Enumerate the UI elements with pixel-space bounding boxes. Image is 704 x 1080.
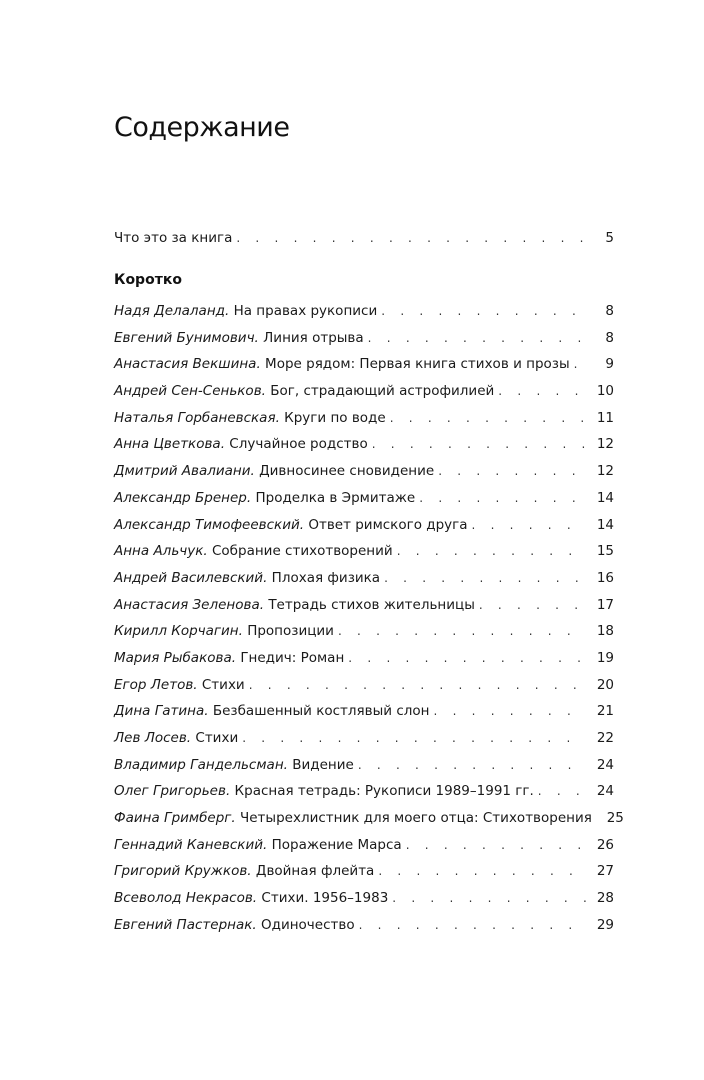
entry-author: Фаина Гримберг. [114,810,236,827]
entry-title [114,301,377,321]
entry-title [114,621,334,641]
page-number: 11 [596,409,614,426]
dot-leader [574,354,586,374]
entry-title [114,888,388,908]
dot-leader [479,595,586,615]
entry-work: Проделка в Эрмитаже [255,489,416,506]
dot-leader [378,861,586,881]
toc-entry[interactable] [114,648,614,675]
entry-author: Дмитрий Авалиани. [114,463,255,480]
toc-entry[interactable] [114,808,624,835]
entry-author: Евгений Бунимович. [114,329,259,346]
entry-work: Стихи [201,676,245,693]
toc-entry[interactable] [114,515,614,542]
entry-author: Анна Альчук. [114,543,208,560]
dot-leader [498,381,586,401]
page-number: 21 [596,703,614,720]
page-number: 12 [596,463,614,480]
page-number: 15 [596,543,614,560]
entry-author: Анастасия Зеленова. [114,596,265,613]
page-number: 14 [596,489,614,506]
page-number: 12 [596,436,614,453]
toc-entry[interactable] [114,595,614,622]
entry-title [114,701,430,721]
entry-author: Александр Тимофеевский. [114,516,305,533]
entry-author: Андрей Сен-Сеньков. [114,383,266,400]
entry-author: Мария Рыбакова. [114,649,237,666]
entry-title [114,781,534,801]
page-number: 26 [596,836,614,853]
entry-work: Море рядом: Первая книга стихов и прозы [265,356,570,373]
toc-entry[interactable] [114,675,614,702]
toc-entry[interactable] [114,781,614,808]
entry-author: Кирилл Корчагин. [114,623,243,640]
entry-author: Александр Бренер. [114,489,252,506]
page-number: 8 [605,303,614,319]
entry-work: Ответ римского друга [308,516,468,533]
entry-title [114,835,402,855]
entry-work: Поражение Марса [271,836,402,853]
dot-leader [472,515,586,535]
entry-author: Григорий Кружков. [114,863,252,880]
dot-leader [359,915,586,935]
dot-leader [242,728,586,748]
entry-title [114,915,355,935]
entry-work: Линия отрыва [263,329,364,346]
entry-author: Лев Лосев. [114,730,192,746]
entry-author: Всеволод Некрасов. [114,890,258,907]
entry-work: Четырехлистник для моего отца: Стихотворения [240,810,592,827]
entry-author: Надя Делаланд. [114,303,230,319]
entry-work: Бог, страдающий астрофилией [270,383,495,400]
page-number: 25 [606,810,624,827]
entry-author: Анастасия Векшина. [114,356,261,373]
dot-leader [372,434,586,454]
entry-title [114,648,344,668]
entry-title [114,808,592,828]
dot-leader [368,328,586,348]
toc-entry[interactable] [114,354,614,381]
page-number: 24 [596,783,614,800]
page-number: 16 [596,569,614,586]
entry-title [114,541,393,561]
toc-page [114,0,624,1080]
entry-title [114,515,468,535]
entry-title [114,434,368,454]
page-number: 14 [596,516,614,533]
page-number: 9 [605,356,614,373]
page-number: 29 [596,916,614,933]
toc-entry[interactable] [114,728,614,755]
dot-leader [249,675,586,695]
entry-title [114,461,434,481]
dot-leader [392,888,586,908]
entry-author: Олег Григорьев. [114,783,231,800]
dot-leader [419,488,586,508]
entry-work: Одиночество [260,916,355,933]
entry-work: Безбашенный костлявый слон [212,703,430,720]
dot-leader [397,541,586,561]
dot-leader [438,461,586,481]
entry-work: Красная тетрадь: Рукописи 1989–1991 гг. [234,783,534,800]
entry-title [114,488,415,508]
dot-leader [338,621,586,641]
entry-author: Владимир Гандельсман. [114,756,288,773]
entry-title [114,755,354,775]
page-number: 19 [596,649,614,666]
toc-entry[interactable] [114,328,614,355]
page-number: 18 [596,623,614,640]
entry-title [114,328,364,348]
dot-leader [434,701,587,721]
dot-leader [390,408,586,428]
entry-work: Тетрадь стихов жительницы [268,596,475,613]
entry-work: Круги по воде [284,409,386,426]
toc-entry[interactable] [114,861,614,888]
entry-work: Плохая физика [271,569,381,586]
dot-leader [348,648,586,668]
toc-entry[interactable] [114,461,614,488]
toc-entry-intro[interactable] [114,228,614,255]
entry-work: Двойная флейта [255,863,375,880]
entry-title [114,861,374,881]
entry-work: Дивносинее сновидение [259,463,435,480]
toc-entry[interactable] [114,301,614,328]
toc-entry[interactable] [114,621,614,648]
dot-leader [236,228,586,248]
entry-author: Геннадий Каневский. [114,836,268,853]
entry-work: Видение [292,756,354,773]
entry-work: Пропозиции [247,623,334,640]
entry-work: Гнедич: Роман [240,649,345,666]
entry-author: Анна Цветкова. [114,436,225,453]
page-number: 17 [596,596,614,613]
entry-author: Дина Гатина. [114,703,209,720]
entry-title [114,595,475,615]
entry-author: Евгений Пастернак. [114,916,257,933]
entry-work: На правах рукописи [233,303,378,319]
entry-title [114,381,494,401]
toc-entry[interactable] [114,888,614,915]
toc-entry[interactable] [114,915,614,942]
toc-entry[interactable] [114,701,614,728]
entry-work: Собрание стихотворений [211,543,393,560]
toc-entry[interactable] [114,434,614,461]
entry-title [114,728,238,748]
entry-work: Стихи. 1956–1983 [261,890,389,907]
entry-title [114,675,245,695]
page-number: 28 [596,890,614,907]
page-number: 22 [596,730,614,746]
dot-leader [406,835,586,855]
toc-list [114,301,624,942]
toc-entry[interactable] [114,408,614,435]
entry-title [114,408,386,428]
entry-work: Случайное родство [229,436,368,453]
toc-entry[interactable] [114,381,614,408]
dot-leader [384,568,586,588]
toc-entry[interactable] [114,755,614,782]
dot-leader [358,755,586,775]
entry-author: Наталья Горбаневская. [114,409,280,426]
page-number: 10 [596,383,614,400]
page-number: 27 [596,863,614,880]
entry-author: Егор Летов. [114,676,198,693]
toc-entry[interactable] [114,541,614,568]
dot-leader [538,781,586,801]
entry-author: Андрей Василевский. [114,569,268,586]
toc-entry[interactable] [114,488,614,515]
entry-work: Стихи [195,730,239,746]
page-number: 5 [605,230,614,246]
dot-leader [381,301,586,321]
section-title: Коротко [114,272,182,288]
entry-title [114,568,380,588]
toc-entry[interactable] [114,835,614,862]
page-title: Содержание [114,112,290,143]
page-number: 20 [596,676,614,693]
toc-entry[interactable] [114,568,614,595]
entry-title: Что это за книга [114,230,233,246]
page-number: 8 [605,329,614,346]
entry-title [114,354,570,374]
page-number: 24 [596,756,614,773]
